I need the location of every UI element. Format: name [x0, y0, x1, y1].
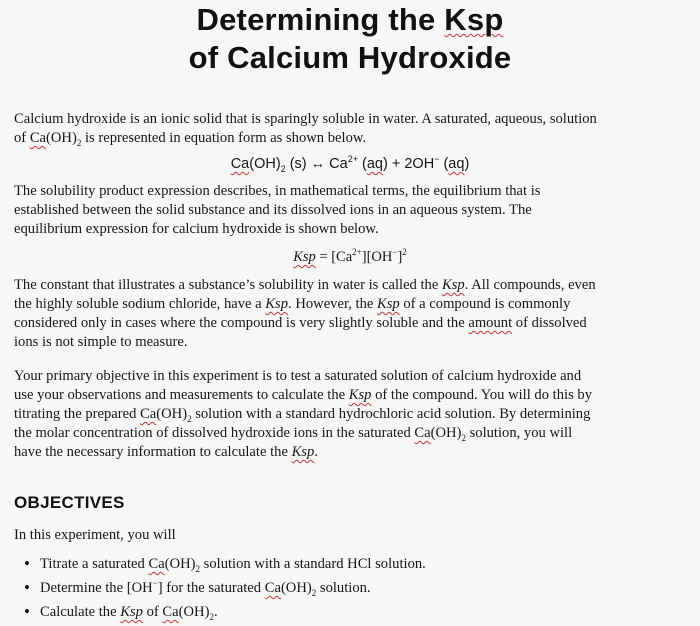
title-ksp: Ksp [444, 2, 504, 37]
dissociation-equation: $Ca(OH)_2$ (s) ↔ $Ca^{2+}$ (aq) + 2OH− (aq) [230, 154, 470, 174]
list-item: • Titrate a saturated $Ca(OH)_2$ solution with a standard HCl solution. [20, 552, 426, 576]
list-item: • Calculate the Ksp of $Ca(OH)_2$. [20, 600, 426, 624]
para4-line2: use your observations and measurements to calculate the Ksp of the compound. You will do this by [14, 387, 593, 403]
paragraph-ksp-constant [14, 276, 686, 352]
para4-line1: Your primary objective in this experiment is to test a saturated solution of calcium hydroxide and [14, 368, 582, 384]
para3-line1: The constant that illustrates a substance’s solubility in water is called the Ksp. All compounds, even [14, 277, 596, 293]
para1-line2: of $Ca(OH)_2$ is represented in equation form as shown below. [14, 130, 367, 148]
para2-line2: established between the solid substance and its dissolved ions in an aqueous system. The [14, 202, 532, 218]
ksp-expression: Ksp = $[Ca^{2+}][OH^-]^2$ [293, 247, 407, 265]
list-item: • Determine the [OH−] for the saturated $Ca(OH)_2$ solution. [20, 576, 426, 600]
objectives-list [20, 552, 426, 624]
para4-line5: have the necessary information to calculate the Ksp. [14, 444, 318, 460]
title-line-1 [0, 2, 700, 38]
para4-line4: the molar concentration of dissolved hydroxide ions in the saturated $Ca(OH)_2$ solution, you will [14, 425, 573, 443]
paragraph-objective [14, 367, 686, 462]
paragraph-intro [14, 110, 686, 148]
para2-line3: equilibrium expression for calcium hydroxide is shown below. [14, 221, 379, 237]
para4-line3: titrating the prepared $Ca(OH)_2$ solution with a standard hydrochloric acid solution. By determining [14, 406, 591, 424]
title-line-2: of Calcium Hydroxide [188, 40, 512, 75]
para2-line1: The solubility product expression describes, in mathematical terms, the equilibrium that is [14, 183, 541, 199]
para3-line4: ions is not simple to measure. [14, 334, 188, 350]
objectives-intro: In this experiment, you will [14, 527, 176, 543]
para3-line3: considered only in cases where the compound is very slightly soluble and the amount of dissolved [14, 315, 587, 331]
para3-line2: the highly soluble sodium chloride, have a Ksp. However, the Ksp of a compound is commonly [14, 296, 571, 312]
para1-line1: Calcium hydroxide is an ionic solid that is sparingly soluble in water. A saturated, aqueous, solution [14, 111, 597, 127]
title-prefix: Determining the [196, 2, 445, 37]
paragraph-solubility-product [14, 182, 686, 239]
objectives-heading: OBJECTIVES [14, 493, 125, 512]
